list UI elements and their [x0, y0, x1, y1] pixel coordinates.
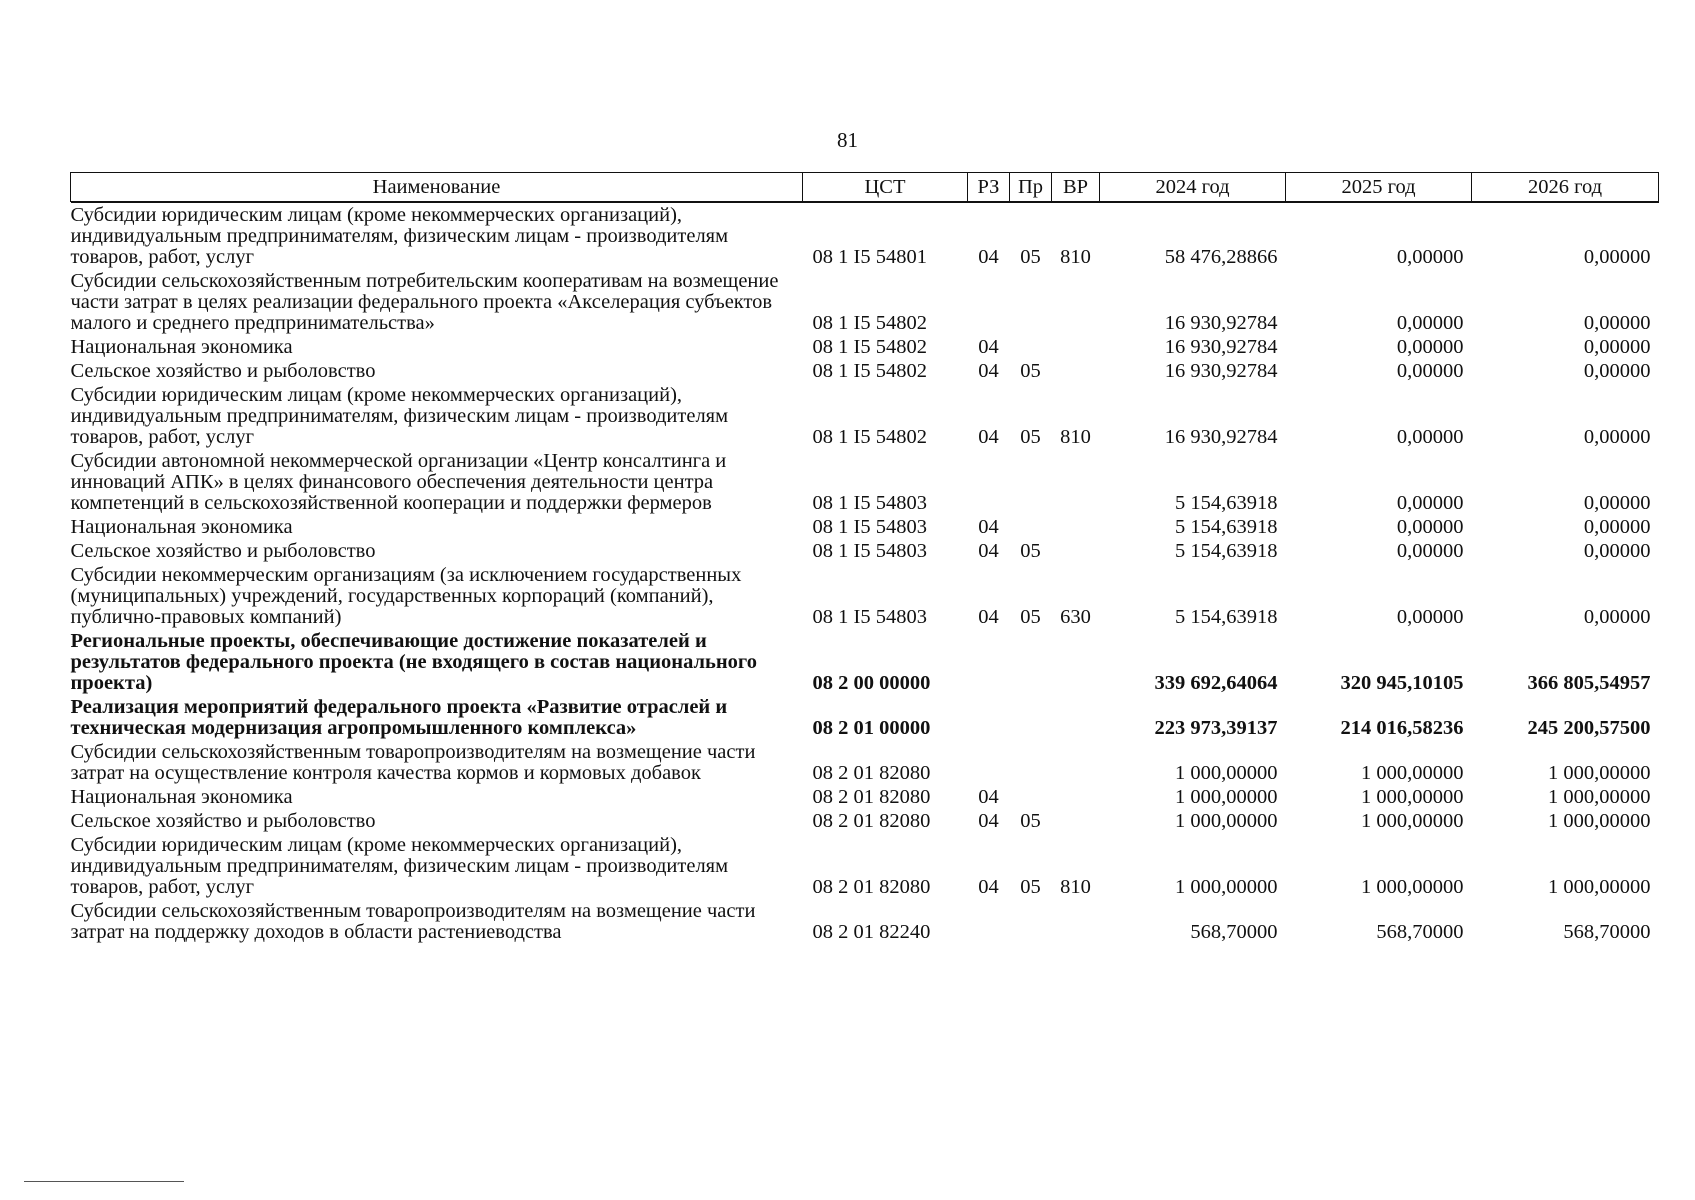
row-rz [968, 448, 1010, 514]
row-cst: 08 2 01 00000 [812, 717, 931, 739]
table-row [71, 334, 1659, 358]
row-amount-2024: 5 154,63918 [1175, 516, 1278, 538]
row-vr: 630 [1060, 606, 1091, 628]
row-rz: 04 [978, 540, 999, 562]
row-vr [1052, 358, 1100, 382]
table-row [71, 202, 1659, 269]
row-amount-2025: 0,00000 [1396, 246, 1464, 268]
row-cst: 08 2 01 82080 [812, 762, 931, 784]
row-pr [1010, 784, 1052, 808]
row-amount-2025: 1 000,00000 [1361, 876, 1464, 898]
row-vr: 810 [1060, 246, 1091, 268]
row-name: Региональные проекты, обеспечивающие достижение показателей и результатов федерального проекта (не входящего в состав национального проекта) [70, 630, 757, 694]
header-2025: 2025 год [1286, 173, 1472, 202]
header-2024: 2024 год [1100, 173, 1286, 202]
row-cst: 08 1 I5 54802 [812, 360, 927, 382]
row-cst: 08 1 I5 54801 [812, 246, 927, 268]
row-amount-2026: 0,00000 [1583, 246, 1651, 268]
row-amount-2026: 0,00000 [1583, 426, 1651, 448]
row-amount-2024: 58 476,28866 [1164, 246, 1278, 268]
row-amount-2026: 0,00000 [1583, 492, 1651, 514]
row-name: Реализация мероприятий федерального проекта «Развитие отраслей и техническая модернизация агропромышленного комплекса» [70, 696, 728, 739]
row-amount-2025: 0,00000 [1396, 360, 1464, 382]
row-amount-2026: 0,00000 [1583, 540, 1651, 562]
page-number: 81 [837, 128, 858, 152]
row-amount-2025: 0,00000 [1396, 312, 1464, 334]
row-amount-2024: 5 154,63918 [1175, 540, 1278, 562]
row-vr: 810 [1060, 426, 1091, 448]
row-name: Субсидии юридическим лицам (кроме некоммерческих организаций), индивидуальным предпринимателям, физическим лицам - производителям товаров, работ, услуг [70, 384, 729, 448]
row-name: Национальная экономика [70, 336, 293, 358]
header-name: Наименование [71, 173, 803, 202]
row-cst: 08 1 I5 54802 [812, 336, 927, 358]
table-row [71, 448, 1659, 514]
row-vr [1052, 628, 1100, 694]
row-amount-2025: 0,00000 [1396, 516, 1464, 538]
row-amount-2025: 1 000,00000 [1361, 810, 1464, 832]
header-cst: ЦСТ [803, 173, 968, 202]
header-pr: Пр [1010, 173, 1052, 202]
row-amount-2024: 5 154,63918 [1175, 606, 1278, 628]
row-amount-2024: 1 000,00000 [1175, 786, 1278, 808]
row-rz [968, 898, 1010, 943]
row-rz [968, 694, 1010, 739]
row-cst: 08 1 I5 54802 [812, 426, 927, 448]
row-vr [1052, 739, 1100, 784]
row-pr [1010, 268, 1052, 334]
row-rz: 04 [978, 606, 999, 628]
row-pr: 05 [1020, 810, 1041, 832]
row-amount-2026: 0,00000 [1583, 360, 1651, 382]
row-amount-2026: 1 000,00000 [1548, 762, 1651, 784]
row-cst: 08 1 I5 54803 [812, 516, 927, 538]
row-name: Сельское хозяйство и рыболовство [70, 540, 376, 562]
header-vr: ВР [1052, 173, 1100, 202]
row-pr: 05 [1020, 606, 1041, 628]
row-name: Субсидии юридическим лицам (кроме некоммерческих организаций), индивидуальным предпринимателям, физическим лицам - производителям товаров, работ, услуг [70, 834, 729, 898]
row-amount-2024: 568,70000 [1190, 921, 1278, 943]
table-row [71, 784, 1659, 808]
row-amount-2026: 1 000,00000 [1548, 876, 1651, 898]
table-row [71, 268, 1659, 334]
table-row [71, 694, 1659, 739]
header-2026: 2026 год [1472, 173, 1659, 202]
row-rz: 04 [978, 336, 999, 358]
row-pr: 05 [1020, 246, 1041, 268]
row-cst: 08 2 00 00000 [812, 672, 931, 694]
row-pr: 05 [1020, 360, 1041, 382]
row-vr [1052, 538, 1100, 562]
row-amount-2024: 16 930,92784 [1164, 426, 1278, 448]
row-amount-2025: 214 016,58236 [1340, 717, 1464, 739]
row-name: Сельское хозяйство и рыболовство [70, 360, 376, 382]
row-amount-2025: 0,00000 [1396, 336, 1464, 358]
row-amount-2025: 320 945,10105 [1340, 672, 1464, 694]
row-rz [968, 739, 1010, 784]
row-amount-2026: 568,70000 [1563, 921, 1651, 943]
table-body [71, 202, 1659, 944]
table-row [71, 628, 1659, 694]
row-amount-2026: 0,00000 [1583, 606, 1651, 628]
row-name: Национальная экономика [70, 786, 293, 808]
row-cst: 08 1 I5 54803 [812, 540, 927, 562]
row-rz: 04 [978, 516, 999, 538]
row-rz [968, 268, 1010, 334]
row-amount-2024: 16 930,92784 [1164, 312, 1278, 334]
table-row [71, 832, 1659, 898]
row-cst: 08 1 I5 54802 [812, 312, 927, 334]
row-rz [968, 628, 1010, 694]
row-vr [1052, 514, 1100, 538]
row-amount-2026: 0,00000 [1583, 336, 1651, 358]
row-amount-2024: 1 000,00000 [1175, 876, 1278, 898]
row-vr [1052, 784, 1100, 808]
row-pr [1010, 739, 1052, 784]
row-name: Субсидии сельскохозяйственным товаропроизводителям на возмещение части затрат на осуществление контроля качества кормов и кормовых добавок [70, 741, 756, 784]
row-amount-2025: 0,00000 [1396, 606, 1464, 628]
row-cst: 08 1 I5 54803 [812, 606, 927, 628]
row-cst: 08 2 01 82080 [812, 786, 931, 808]
row-amount-2025: 1 000,00000 [1361, 762, 1464, 784]
row-pr [1010, 898, 1052, 943]
row-rz: 04 [978, 786, 999, 808]
row-cst: 08 1 I5 54803 [812, 492, 927, 514]
row-amount-2026: 366 805,54957 [1527, 672, 1651, 694]
row-vr: 810 [1060, 876, 1091, 898]
row-pr: 05 [1020, 426, 1041, 448]
row-vr [1052, 334, 1100, 358]
table-row [71, 808, 1659, 832]
row-amount-2026: 1 000,00000 [1548, 786, 1651, 808]
row-vr [1052, 694, 1100, 739]
row-cst: 08 2 01 82080 [812, 876, 931, 898]
row-vr [1052, 808, 1100, 832]
row-amount-2024: 1 000,00000 [1175, 762, 1278, 784]
table-row [71, 514, 1659, 538]
row-amount-2024: 223 973,39137 [1154, 717, 1278, 739]
row-amount-2025: 0,00000 [1396, 540, 1464, 562]
row-pr [1010, 694, 1052, 739]
table-row [71, 382, 1659, 448]
row-rz: 04 [978, 876, 999, 898]
footer-divider [24, 1181, 184, 1182]
row-pr [1010, 334, 1052, 358]
row-pr [1010, 628, 1052, 694]
header-rz: РЗ [968, 173, 1010, 202]
row-name: Сельское хозяйство и рыболовство [70, 810, 376, 832]
row-amount-2024: 16 930,92784 [1164, 360, 1278, 382]
row-rz: 04 [978, 426, 999, 448]
row-rz: 04 [978, 360, 999, 382]
row-rz: 04 [978, 246, 999, 268]
row-amount-2026: 0,00000 [1583, 312, 1651, 334]
table-header [71, 173, 1659, 202]
table-row [71, 898, 1659, 943]
row-amount-2025: 1 000,00000 [1361, 786, 1464, 808]
row-amount-2026: 0,00000 [1583, 516, 1651, 538]
row-amount-2026: 245 200,57500 [1527, 717, 1651, 739]
row-name: Субсидии некоммерческим организациям (за исключением государственных (муниципальных) учреждений, государственных корпораций (компаний), публично-правовых компаний) [70, 564, 742, 628]
table-row [71, 739, 1659, 784]
row-name: Субсидии автономной некоммерческой организации «Центр консалтинга и инноваций АПК» в целях финансового обеспечения деятельности центра компетенций в сельскохозяйственной кооперации и поддержки фермеров [70, 450, 727, 514]
row-pr: 05 [1020, 876, 1041, 898]
row-amount-2024: 5 154,63918 [1175, 492, 1278, 514]
table-row [71, 562, 1659, 628]
row-amount-2025: 568,70000 [1376, 921, 1464, 943]
row-cst: 08 2 01 82080 [812, 810, 931, 832]
budget-table [70, 172, 1659, 943]
row-vr [1052, 448, 1100, 514]
row-name: Субсидии сельскохозяйственным потребительским кооперативам на возмещение части затрат в целях реализации федерального проекта «Акселерация субъектов малого и среднего предпринимательства» [70, 270, 779, 334]
table-row [71, 358, 1659, 382]
row-amount-2024: 16 930,92784 [1164, 336, 1278, 358]
row-name: Субсидии сельскохозяйственным товаропроизводителям на возмещение части затрат на поддержку доходов в области растениеводства [70, 900, 756, 943]
row-pr: 05 [1020, 540, 1041, 562]
row-vr [1052, 898, 1100, 943]
row-amount-2025: 0,00000 [1396, 426, 1464, 448]
row-cst: 08 2 01 82240 [812, 921, 931, 943]
row-name: Субсидии юридическим лицам (кроме некоммерческих организаций), индивидуальным предпринимателям, физическим лицам - производителям товаров, работ, услуг [70, 204, 729, 268]
row-pr [1010, 514, 1052, 538]
row-vr [1052, 268, 1100, 334]
row-name: Национальная экономика [70, 516, 293, 538]
row-amount-2024: 339 692,64064 [1154, 672, 1278, 694]
row-amount-2026: 1 000,00000 [1548, 810, 1651, 832]
row-amount-2024: 1 000,00000 [1175, 810, 1278, 832]
row-amount-2025: 0,00000 [1396, 492, 1464, 514]
row-rz: 04 [978, 810, 999, 832]
table-row [71, 538, 1659, 562]
row-pr [1010, 448, 1052, 514]
